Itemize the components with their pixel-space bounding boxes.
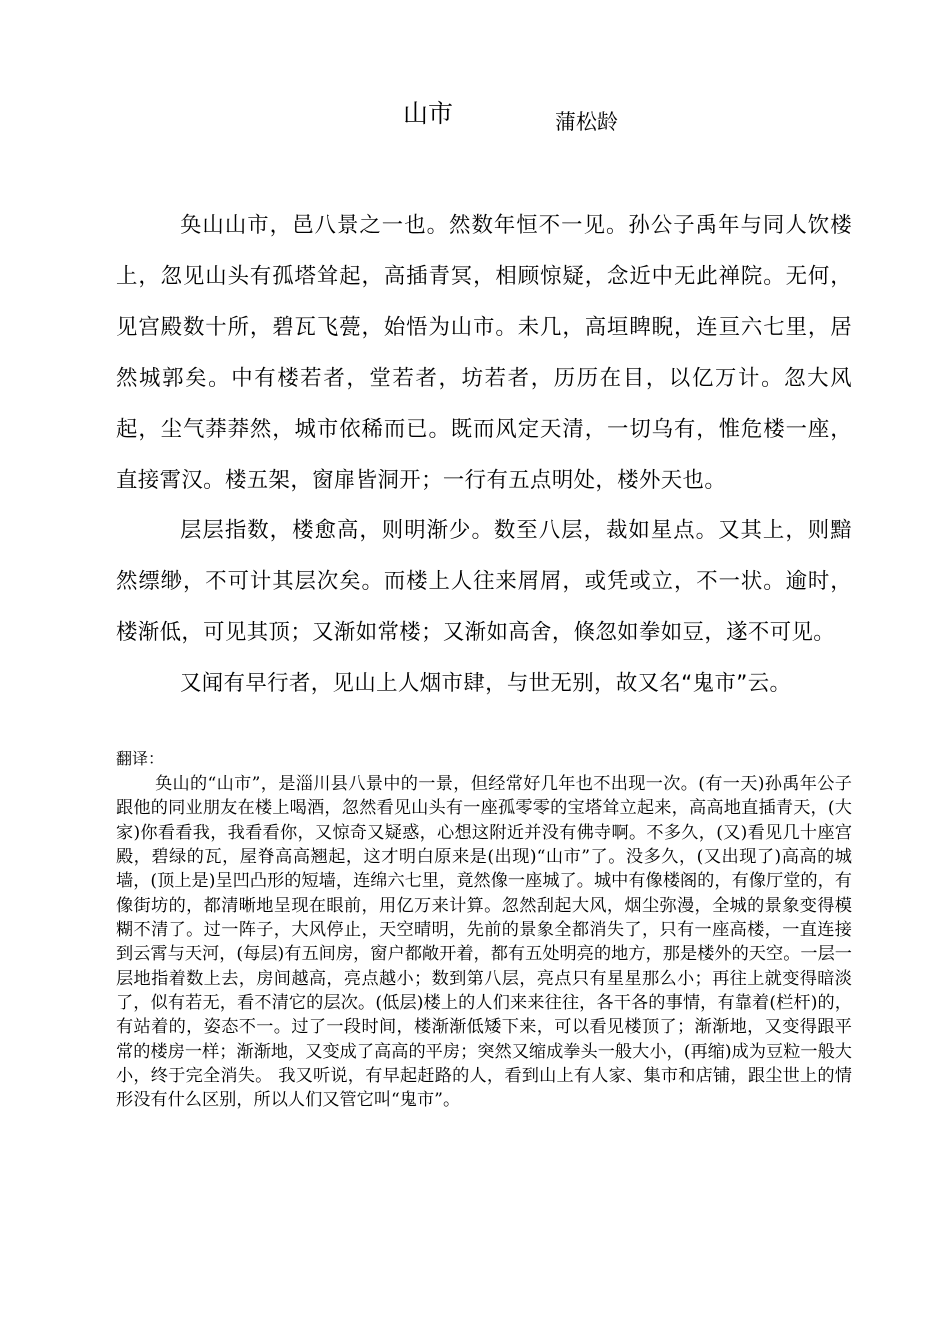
original-text [116, 201, 852, 710]
original-paragraph: 又闻有早行者，见山上人烟市肆，与世无别，故又名“鬼市”云。 [180, 671, 792, 697]
original-paragraph: 层层指数，楼愈高，则明渐少。数至八层，裁如星点。又其上，则黯然缥缈，不可计其层次矣。而楼上人往来屑屑，或凭或立，不一状。逾时，楼渐低，可见其顶；又渐如常楼；又渐如高舍，倏忽如拳如豆，遂不可见。 [116, 518, 852, 646]
document-title: 山市 [403, 99, 454, 128]
original-paragraph: 奂山山市，邑八景之一也。然数年恒不一见。孙公子禹年与同人饮楼上，忽见山头有孤塔耸起，高插青冥，相顾惊疑，念近中无此禅院。无何，见宫殿数十所，碧瓦飞甍，始悟为山市。未几，高垣睥睨，连亘六七里，居然城郭矣。中有楼若者，堂若者，坊若者，历历在目，以亿万计。忽大风起，尘气莽莽然，城市依稀而已。既而风定天清，一切乌有，惟危楼一座，直接霄汉。楼五架，窗扉皆洞开；一行有五点明处，楼外天也。 [116, 213, 852, 493]
translation-text: 奂山的“山市”，是淄川县八景中的一景，但经常好几年也不出现一次。(有一天)孙禹年公子跟他的同业朋友在楼上喝酒，忽然看见山头有一座孤零零的宝塔耸立起来，高高地直插青天，(大家)你看看我，我看看你，又惊奇又疑惑，心想这附近并没有佛寺啊。不多久，(又)看见几十座宫殿，碧绿的瓦，屋脊高高翘起，这才明白原来是(出现)“山市”了。没多久，(又出现了)高高的城墙，(顶上是)呈凹凸形的短墙，连绵六七里，竟然像一座城了。城中有像楼阁的，有像厅堂的，有像街坊的，都清晰地呈现在眼前，用亿万来计算。忽然刮起大风，烟尘弥漫，全城的景象变得模糊不清了。过一阵子，大风停止，天空晴明，先前的景象全都消失了，只有一座高楼，一直连接到云霄与天河，(每层)有五间房，窗户都敞开着，都有五处明亮的地方，那是楼外的天空。一层一层地指着数上去，房间越高，亮点越小；数到第八层，亮点只有星星那么小；再往上就变得暗淡了，似有若无，看不清它的层次。(低层)楼上的人们来来往往，各干各的事情，有靠着(栏杆)的，有站着的，姿态不一。过了一段时间，楼渐渐低矮下来，可以看见楼顶了；渐渐地，又变得跟平常的楼房一样；渐渐地，又变成了高高的平房；突然又缩成拳头一般大小，(再缩)成为豆粒一般大小，终于完全消失。 我又听说，有早起赶路的人，看到山上有人家、集市和店铺，跟尘世上的情形没有什么区别，所以人们又管它叫“鬼市”。 [116, 774, 852, 1111]
translation-heading: 翻译： [116, 749, 165, 768]
document-author: 蒲松龄 [555, 110, 618, 134]
